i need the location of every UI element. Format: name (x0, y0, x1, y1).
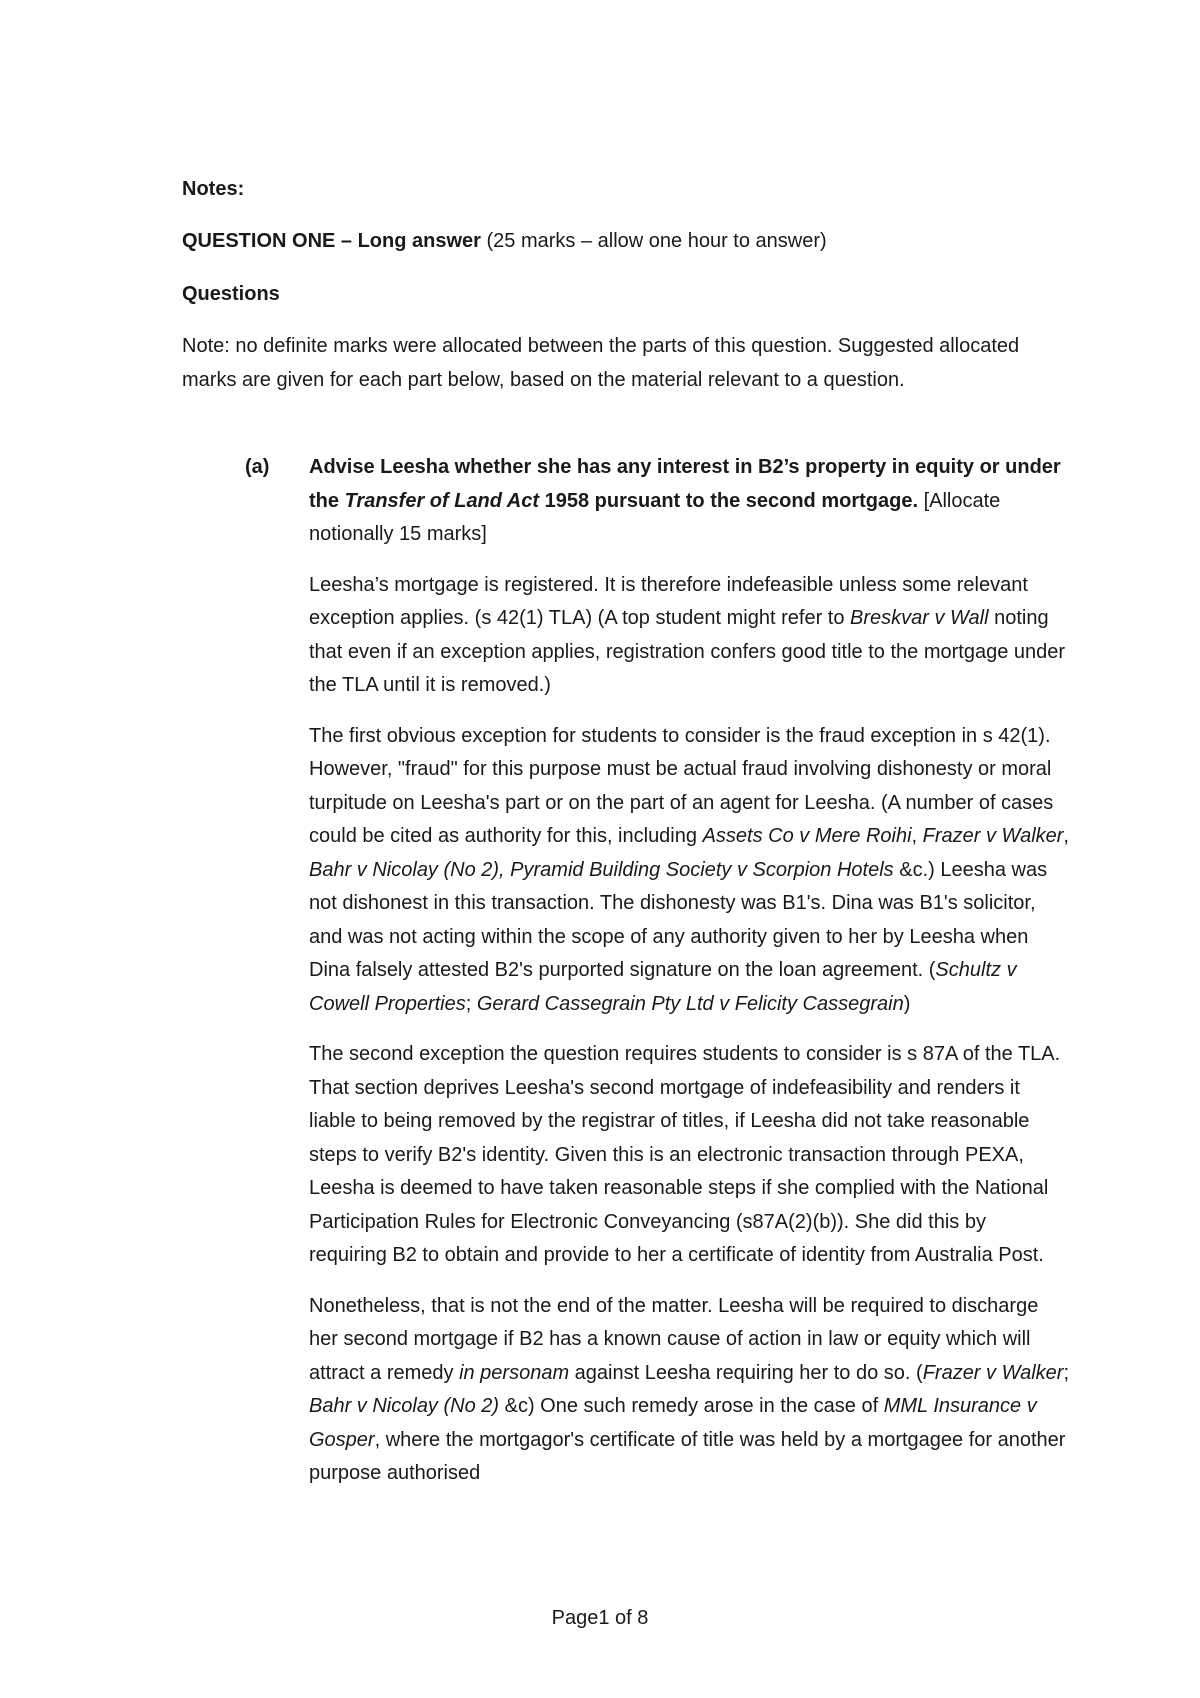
answer-paragraph-3: The second exception the question requires students to consider is s 87A of the TLA. That section deprives Leesha's second mortgage of indefeasibility and renders it liable to being removed by the registrar of titles, if Leesha did not take reasonable steps to verify B2's identity. Given this is an electronic transaction through PEXA, Leesha is deemed to have taken reasonable steps if she complied with the National Participation Rules for Electronic Conveyancing (s87A(2)(b)). She did this by requiring B2 to obtain and provide to her a certificate of identity from Australia Post. (309, 1043, 1061, 1266)
answer-paragraph-4-text-c: &c) One such remedy arose in the case of (499, 1395, 884, 1417)
page-number: Page1 of 8 (551, 1607, 649, 1629)
answer-paragraph-2-text-a: The first obvious exception for students to consider is the fraud exception in s 42(1). However, "fraud" for this purpose must be actual fraud involving dishonesty or moral turpitude on Leesha's part or on the part of an agent for Leesha. (A number of cases could be cited as authority for this, including (309, 724, 1054, 847)
part-a-question-text-2: 1958 pursuant to the second mortgage. (539, 489, 919, 512)
question-title (182, 228, 827, 254)
case-frazer-v-walker: Frazer v Walker (922, 1361, 1064, 1384)
answer-paragraph-2 (309, 720, 1069, 1022)
separator: ; (1063, 1361, 1070, 1384)
note-paragraph: Note: no definite marks were allocated between the parts of this question. Suggested allocated marks are given for each part below, based on the material relevant to a question. (182, 335, 1020, 391)
answer-paragraph-1-text-a: Leesha’s mortgage is registered. It is therefore indefeasible unless some relevant exception applies. (s 42(1) TLA) (A top student might refer to (309, 573, 1028, 629)
part-a-question-act-title: Transfer of Land Act (344, 489, 540, 512)
answer-paragraph-4-text-a: Nonetheless, that is not the end of the matter. Leesha will be required to discharge her second mortgage if B2 has a known cause of action in law or equity which will attract a remedy (309, 1294, 1039, 1384)
notes-heading: Notes: (182, 178, 245, 200)
part-a-question (309, 451, 1069, 552)
part-a-label: (a) (245, 456, 270, 478)
answer-paragraph-1-text-b: noting that even if an exception applies, registration confers good title to the mortgage under the TLA until it is removed.) (309, 607, 1066, 696)
answer-paragraph-4-text-d: , where the mortgagor's certificate of title was held by a mortgagee for another purpose authorised (309, 1428, 1066, 1484)
part-a-question-text-1: Advise Leesha whether she has any interest in B2’s property in equity or under the (309, 456, 1061, 512)
case-bahr-pyramid: Bahr v Nicolay (No 2), Pyramid Building Society v Scorpion Hotels (309, 858, 894, 881)
answer-paragraph-4-text-b: against Leesha requiring her to do so. ( (569, 1361, 923, 1384)
case-cassegrain: Gerard Cassegrain Pty Ltd v Felicity Cassegrain (476, 992, 904, 1015)
answer-paragraph-4 (309, 1290, 1069, 1491)
case-breskvar-v-wall: Breskvar v Wall (850, 607, 989, 629)
case-bahr-v-nicolay: Bahr v Nicolay (No 2) (309, 1395, 500, 1417)
part-a-body (309, 451, 1069, 1491)
in-personam: in personam (459, 1361, 570, 1384)
question-title-marks: (25 marks – allow one hour to answer) (480, 230, 827, 252)
closing-paren: ) (903, 992, 911, 1015)
question-title-bold: QUESTION ONE – Long answer (182, 230, 481, 252)
questions-heading: Questions (182, 283, 280, 305)
case-mml-insurance: MML Insurance v Gosper (309, 1395, 1037, 1451)
separator: ; (465, 992, 477, 1015)
case-assets-co: Assets Co v Mere Roihi (702, 825, 912, 847)
case-schultz: Schultz v Cowell Properties (309, 959, 1017, 1015)
separator: , (1063, 825, 1069, 847)
separator: , (911, 825, 923, 847)
part-a-mark-allocation: [Allocate notionally 15 marks] (309, 489, 1001, 545)
case-frazer-v-walker: Frazer v Walker (922, 825, 1064, 847)
answer-paragraph-2-text-b: &c.) Leesha was not dishonest in this transaction. The dishonesty was B1's. Dina was B1's solicitor, and was not acting within the scope of any authority given to her by Leesha when Dina falsely attested B2's purported signature on the loan agreement. ( (309, 858, 1048, 981)
answer-paragraph-1 (309, 569, 1069, 703)
